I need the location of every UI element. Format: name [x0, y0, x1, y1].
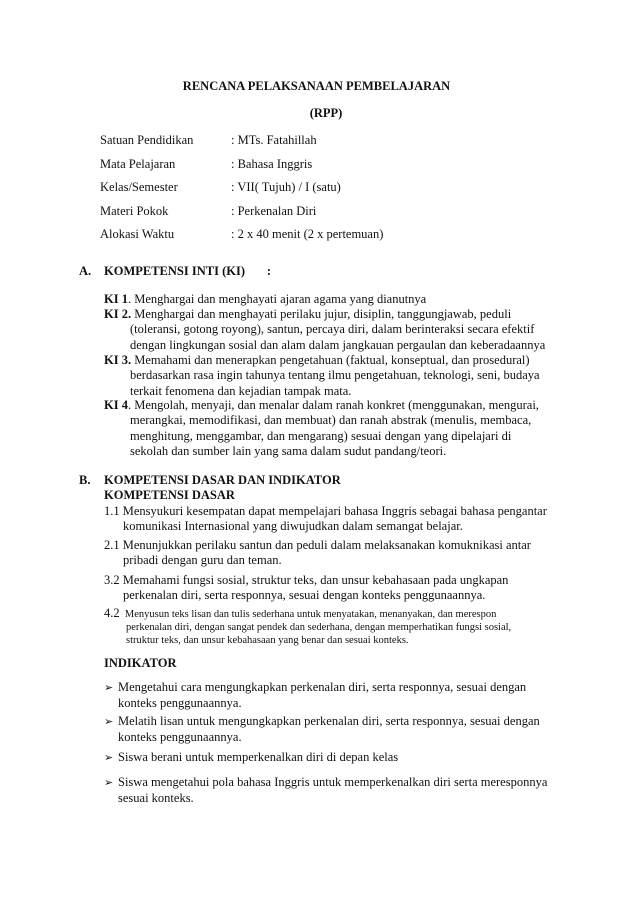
kd-3-2 — [104, 573, 508, 604]
indikator-line: Mengetahui cara mengungkapkan perkenalan diri, serta responnya, sesuai dengan — [118, 680, 527, 694]
section-letter: B. — [79, 473, 91, 487]
ki-4 — [104, 398, 539, 459]
identity-key: Satuan Pendidikan — [100, 133, 194, 147]
kd-line: perkenalan diri, dengan sangat pendek dan sederhana, dengan memperhatikan fungsi sosial, — [126, 622, 512, 634]
indikator-item — [104, 750, 398, 766]
ki-label: KI 1 — [104, 292, 128, 306]
ki-1 — [104, 292, 426, 307]
identity-value: : Perkenalan Diri — [231, 203, 317, 218]
kd-line: komunikasi Internasional yang diwujudkan dalam semangat belajar. — [123, 519, 463, 534]
ki-label: KI 3. — [104, 353, 132, 367]
indikator-line: konteks penggunaannya. — [118, 729, 242, 744]
kd-line: pribadi dengan guru dan teman. — [123, 553, 282, 568]
identity-table — [100, 133, 383, 251]
subsection-title: KOMPETENSI DASAR — [104, 488, 235, 502]
kd-line: Menyusun teks lisan dan tulis sederhana untuk menyatakan, menanyakan, dan merespon — [119, 609, 497, 620]
ki-line: berdasarkan rasa ingin tahunya tentang ilmu pengetahuan, teknologi, seni, budaya — [130, 368, 540, 383]
identity-key: Materi Pokok — [100, 203, 169, 218]
identity-key: Alokasi Waktu — [100, 227, 175, 241]
indikator-line: Siswa mengetahui pola bahasa Inggris untuk memperkenalkan diri serta meresponnya — [118, 775, 548, 789]
arrow-bullet-icon: ➢ — [104, 681, 114, 694]
indikator-line: sesuai konteks. — [118, 790, 194, 805]
kd-number: 4.2 — [104, 606, 120, 620]
indikator-line: konteks penggunaannya. — [118, 695, 242, 710]
indikator-line: Melatih lisan untuk mengungkapkan perkenalan diri, serta responnya, sesuai dengan — [118, 714, 540, 728]
document-subtitle: (RPP) — [309, 106, 343, 120]
identity-value: : MTs. Fatahillah — [231, 133, 317, 147]
document-title: RENCANA PELAKSANAAN PEMBELAJARAN — [182, 79, 451, 93]
subsection-title: INDIKATOR — [104, 656, 177, 670]
identity-key: Kelas/Semester — [100, 180, 178, 194]
identity-row — [100, 157, 383, 181]
indikator-item — [104, 775, 547, 806]
section-letter: A. — [79, 264, 92, 278]
ki-line: . Mengolah, menyaji, dan menalar dalam ranah konkret (menggunakan, mengurai, — [127, 398, 539, 412]
ki-label: KI 2. — [104, 307, 132, 321]
ki-line: menghitung, menggambar, dan mengarang) sesuai dengan yang dipelajari di — [130, 428, 512, 443]
identity-value: : VII( Tujuh) / I (satu) — [231, 180, 341, 194]
section-title: KOMPETENSI DASAR DAN INDIKATOR — [104, 473, 341, 487]
kd-line: struktur teks, dan unsur kebahasaan yang benar dan sesuai konteks. — [126, 635, 409, 647]
section-title: KOMPETENSI INTI (KI) : — [104, 264, 272, 278]
kd-line: 2.1 Menunjukkan perilaku santun dan peduli dalam melaksanakan komuknikasi antar — [104, 538, 531, 552]
ki-3 — [104, 353, 540, 399]
ki-2 — [104, 307, 545, 353]
ki-line: . Menghargai dan menghayati ajaran agama yang dianutnya — [127, 292, 427, 306]
identity-key: Mata Pelajaran — [100, 156, 176, 171]
identity-value: : 2 x 40 menit (2 x pertemuan) — [231, 227, 384, 241]
kd-1-1 — [104, 504, 547, 535]
arrow-bullet-icon: ➢ — [104, 751, 114, 764]
identity-row — [100, 204, 383, 228]
kd-line: 1.1 Mensyukuri kesempatan dapat mempelajari bahasa Inggris sebagai bahasa pengantar — [104, 504, 547, 518]
indikator-item — [104, 714, 540, 745]
ki-line: Memahami dan menerapkan pengetahuan (faktual, konseptual, dan prosedural) — [131, 353, 530, 367]
identity-row — [100, 227, 383, 251]
indikator-line: Siswa berani untuk memperkenalkan diri di depan kelas — [118, 750, 399, 764]
ki-line: (toleransi, gotong royong), santun, percaya diri, dalam berinteraksi secara efektif — [130, 322, 535, 337]
kd-4-2 — [104, 606, 511, 647]
ki-line: terkait fenomena dan kejadian tampak mata. — [130, 383, 352, 398]
kd-line: 3.2 Memahami fungsi sosial, struktur teks, dan unsur kebahasaan pada ungkapan — [104, 573, 509, 587]
indikator-item — [104, 680, 526, 711]
ki-line: sekolah dan sumber lain yang sama dalam sudut pandang/teori. — [130, 443, 447, 458]
arrow-bullet-icon: ➢ — [104, 715, 114, 728]
ki-label: KI 4 — [104, 398, 128, 412]
identity-value: : Bahasa Inggris — [231, 156, 313, 171]
arrow-bullet-icon: ➢ — [104, 776, 114, 789]
ki-line: Menghargai dan menghayati perilaku jujur, disiplin, tanggungjawab, peduli — [131, 307, 512, 321]
kd-2-1 — [104, 538, 531, 569]
ki-line: dengan lingkungan sosial dan alam dalam jangkauan pergaulan dan keberadaannya — [130, 337, 546, 352]
kd-line: perkenalan diri, serta responnya, sesuai dengan konteks penggunaannya. — [123, 588, 486, 603]
identity-row — [100, 133, 383, 157]
identity-row — [100, 180, 383, 204]
ki-line: merangkai, memodifikasi, dan membuat) dan ranah abstrak (menulis, membaca, — [130, 413, 532, 428]
